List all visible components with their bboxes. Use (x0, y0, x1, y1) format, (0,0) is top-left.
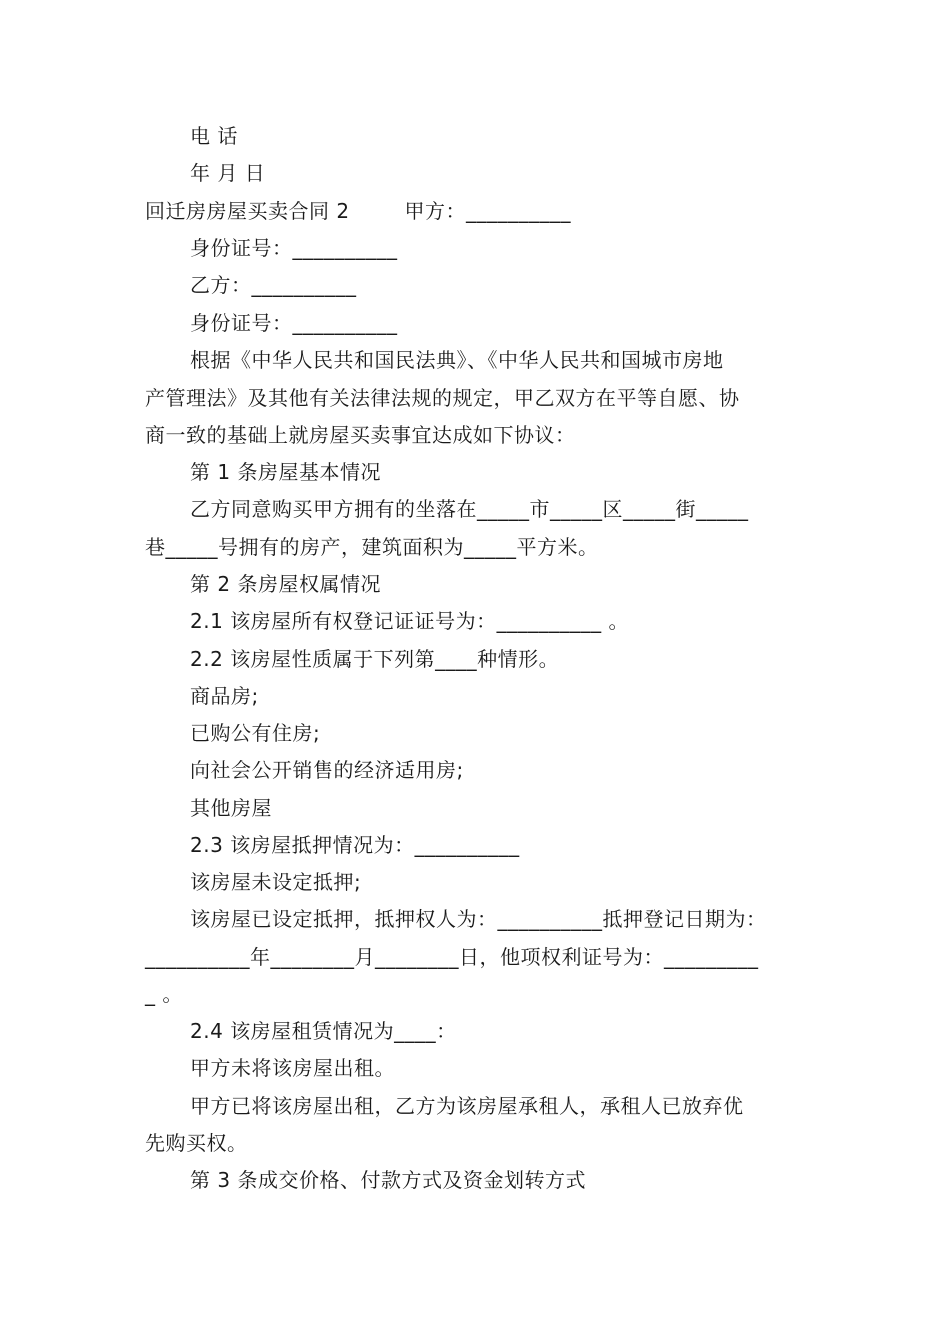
text-line: 巷_____号拥有的房产，建筑面积为_____平方米。 (145, 535, 599, 559)
text-line: 第 1 条房屋基本情况 (190, 460, 381, 484)
text-line: 向社会公开销售的经济适用房; (190, 758, 464, 782)
text-line: 回迁房房屋买卖合同 2 甲方：__________ (145, 199, 571, 223)
text-line: 产管理法》及其他有关法律法规的规定，甲乙双方在平等自愿、协 (145, 386, 740, 410)
text-line: 2.4 该房屋租赁情况为____： (190, 1019, 457, 1043)
text-line: 商一致的基础上就房屋买卖事宜达成如下协议： (145, 423, 576, 447)
text-line: 2.2 该房屋性质属于下列第____种情形。 (190, 647, 560, 671)
text-line: 第 3 条成交价格、付款方式及资金划转方式 (190, 1168, 586, 1192)
text-line: 甲方未将该房屋出租。 (190, 1056, 395, 1080)
text-line: 该房屋已设定抵押，抵押权人为：__________抵押登记日期为： (190, 907, 767, 931)
text-line: 2.3 该房屋抵押情况为：__________ (190, 833, 520, 857)
text-line: 根据《中华人民共和国民法典》、《中华人民共和国城市房地 (190, 348, 724, 372)
text-line: 乙方同意购买甲方拥有的坐落在_____市_____区_____街_____ (190, 497, 749, 521)
text-line: 乙方：__________ (190, 273, 357, 297)
text-line: _ 。 (145, 982, 183, 1006)
text-line: 年 月 日 (190, 161, 266, 185)
text-line: 身份证号：__________ (190, 311, 398, 335)
text-line: 其他房屋 (190, 796, 272, 820)
text-line: 第 2 条房屋权属情况 (190, 572, 381, 596)
text-line: 身份证号：__________ (190, 236, 398, 260)
text-line: 先购买权。 (145, 1131, 248, 1155)
text-line: 商品房; (190, 684, 259, 708)
text-line: 已购公有住房; (190, 721, 321, 745)
text-line: 2.1 该房屋所有权登记证证号为：__________ 。 (190, 609, 630, 633)
text-line: 该房屋未设定抵押; (190, 870, 362, 894)
text-line: 甲方已将该房屋出租，乙方为该房屋承租人，承租人已放弃优 (190, 1094, 744, 1118)
text-line: __________年________月________日，他项权利证号为：_________ (145, 945, 759, 969)
text-line: 电 话 (190, 124, 238, 148)
